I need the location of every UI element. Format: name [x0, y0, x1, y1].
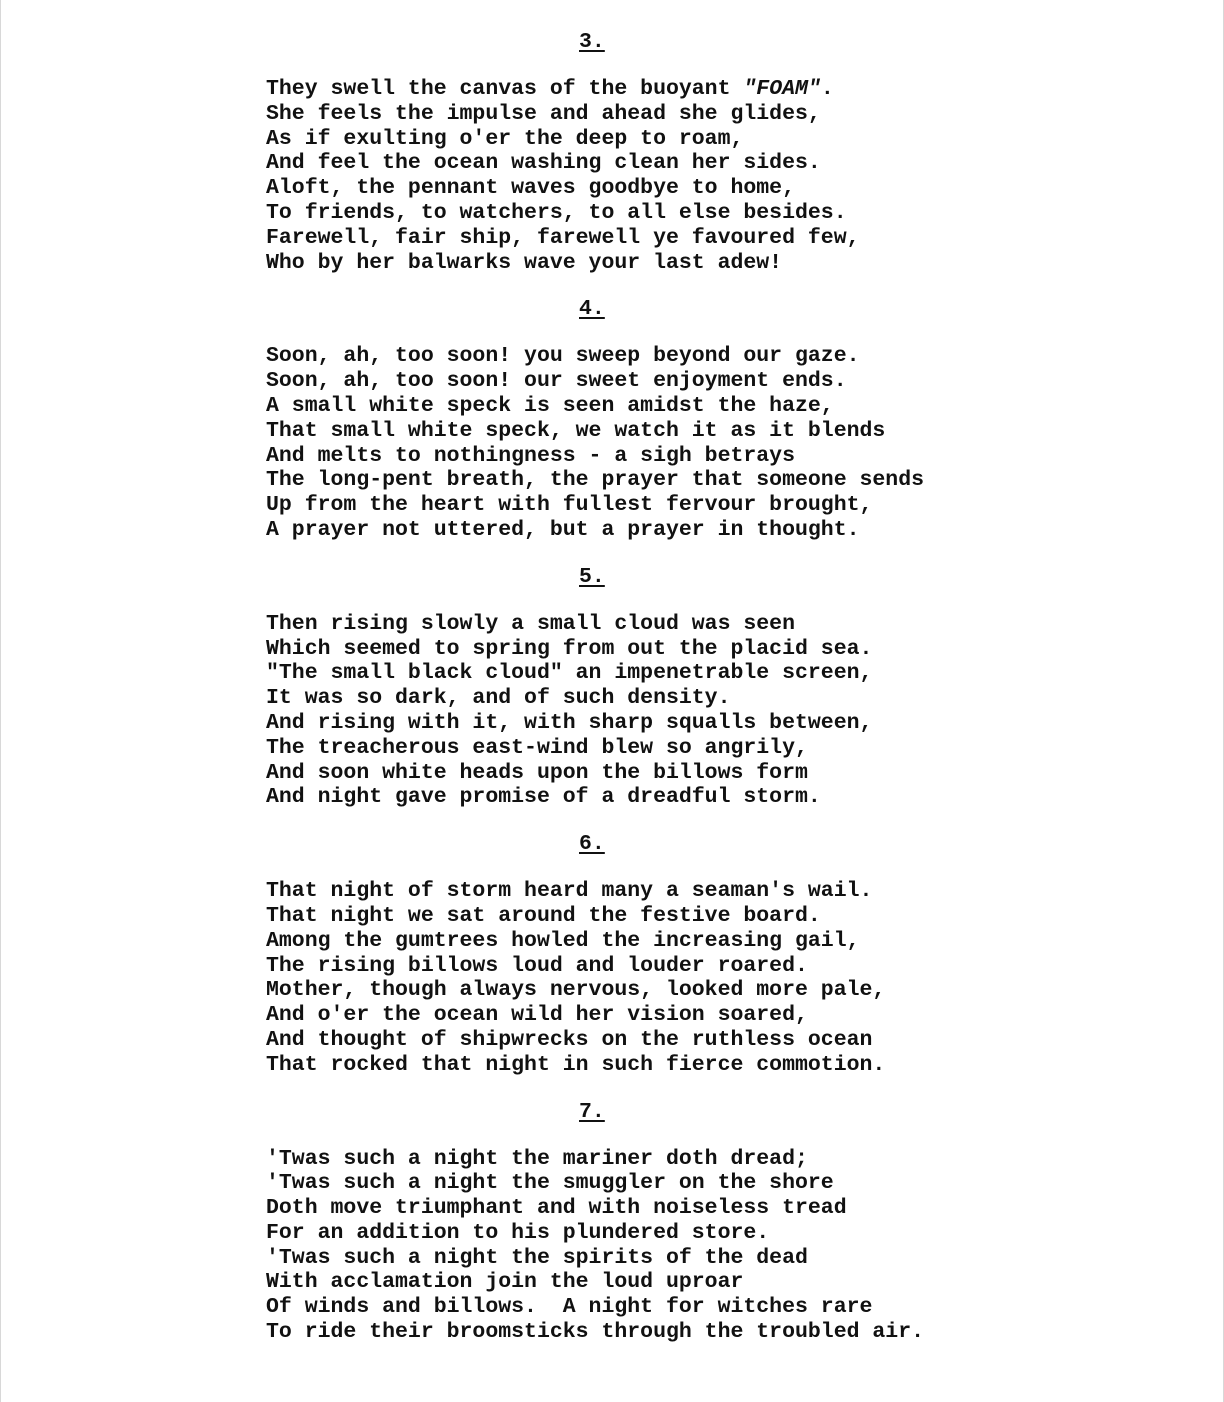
stanza-line: As if exulting o'er the deep to roam,: [266, 126, 744, 151]
stanza-number: 5.: [579, 564, 605, 589]
stanza-line: "The small black cloud" an impenetrable screen,: [266, 661, 873, 686]
stanza-5: [266, 612, 1066, 810]
stanza-line: And melts to nothingness - a sigh betrays: [266, 443, 795, 468]
stanza-line: That small white speck, we watch it as it blends: [266, 418, 886, 443]
stanza-line: A small white speck is seen amidst the haze,: [266, 393, 834, 418]
poem: [266, 30, 1066, 1367]
stanza-line: And night gave promise of a dreadful storm.: [266, 785, 821, 810]
stanza-line: Mother, though always nervous, looked more pale,: [266, 978, 886, 1003]
stanza-line: That night of storm heard many a seaman's wail.: [266, 879, 873, 904]
stanza-3-block: [266, 30, 1066, 275]
stanza-line: She feels the impulse and ahead she glides,: [266, 101, 821, 126]
stanza-line: Aloft, the pennant waves goodbye to home,: [266, 176, 795, 201]
stanza-line: That rocked that night in such fierce commotion.: [266, 1052, 886, 1077]
ship-name: "FOAM": [743, 77, 821, 101]
stanza-line: And rising with it, with sharp squalls between,: [266, 710, 873, 735]
stanza-line: Farewell, fair ship, farewell ye favoured few,: [266, 225, 860, 250]
stanza-line: For an addition to his plundered store.: [266, 1220, 770, 1245]
stanza-3: [266, 77, 1066, 275]
stanza-line: Doth move triumphant and with noiseless tread: [266, 1196, 847, 1221]
stanza-line: It was so dark, and of such density.: [266, 686, 731, 711]
stanza-line: With acclamation join the loud uproar: [266, 1270, 744, 1295]
stanza-number: 6.: [579, 832, 605, 857]
stanza-line: And soon white heads upon the billows form: [266, 760, 808, 785]
stanza-7: [266, 1147, 1066, 1345]
stanza-line: The long-pent breath, the prayer that someone sends: [266, 468, 925, 493]
stanza-line: That night we sat around the festive board.: [266, 903, 821, 928]
stanza-line: Who by her balwarks wave your last adew!: [266, 250, 783, 275]
stanza-number: 4.: [579, 297, 605, 322]
stanza-7-block: [266, 1100, 1066, 1345]
stanza-line: The treacherous east-wind blew so angrily,: [266, 735, 808, 760]
stanza-line: And thought of shipwrecks on the ruthless ocean: [266, 1027, 873, 1052]
stanza-line: Of winds and billows. A night for witches rare: [266, 1295, 873, 1320]
stanza-line: They swell the canvas of the buoyant "FOAM".: [266, 77, 834, 101]
stanza-4-block: [266, 297, 1066, 542]
stanza-line: 'Twas such a night the smuggler on the shore: [266, 1171, 834, 1196]
stanza-line: And o'er the ocean wild her vision soared,: [266, 1003, 808, 1028]
stanza-line: Soon, ah, too soon! our sweet enjoyment ends.: [266, 369, 847, 394]
stanza-6: [266, 879, 1066, 1077]
stanza-4: [266, 344, 1066, 542]
stanza-line: Among the gumtrees howled the increasing gail,: [266, 928, 860, 953]
stanza-line: 'Twas such a night the mariner doth dread;: [266, 1146, 808, 1171]
stanza-line: Soon, ah, too soon! you sweep beyond our gaze.: [266, 344, 860, 369]
stanza-line: Then rising slowly a small cloud was seen: [266, 611, 795, 636]
stanza-line: To ride their broomsticks through the troubled air.: [266, 1320, 925, 1345]
stanza-line: The rising billows loud and louder roared.: [266, 953, 808, 978]
stanza-6-block: [266, 832, 1066, 1077]
stanza-line: Which seemed to spring from out the placid sea.: [266, 636, 873, 661]
stanza-5-block: [266, 565, 1066, 810]
stanza-line: 'Twas such a night the spirits of the dead: [266, 1245, 808, 1270]
stanza-line: To friends, to watchers, to all else besides.: [266, 200, 847, 225]
stanza-line: And feel the ocean washing clean her sides.: [266, 151, 821, 176]
stanza-line: A prayer not uttered, but a prayer in thought.: [266, 517, 860, 542]
stanza-number: 3.: [579, 30, 605, 54]
stanza-number: 7.: [579, 1099, 605, 1124]
stanza-line: Up from the heart with fullest fervour brought,: [266, 493, 873, 518]
